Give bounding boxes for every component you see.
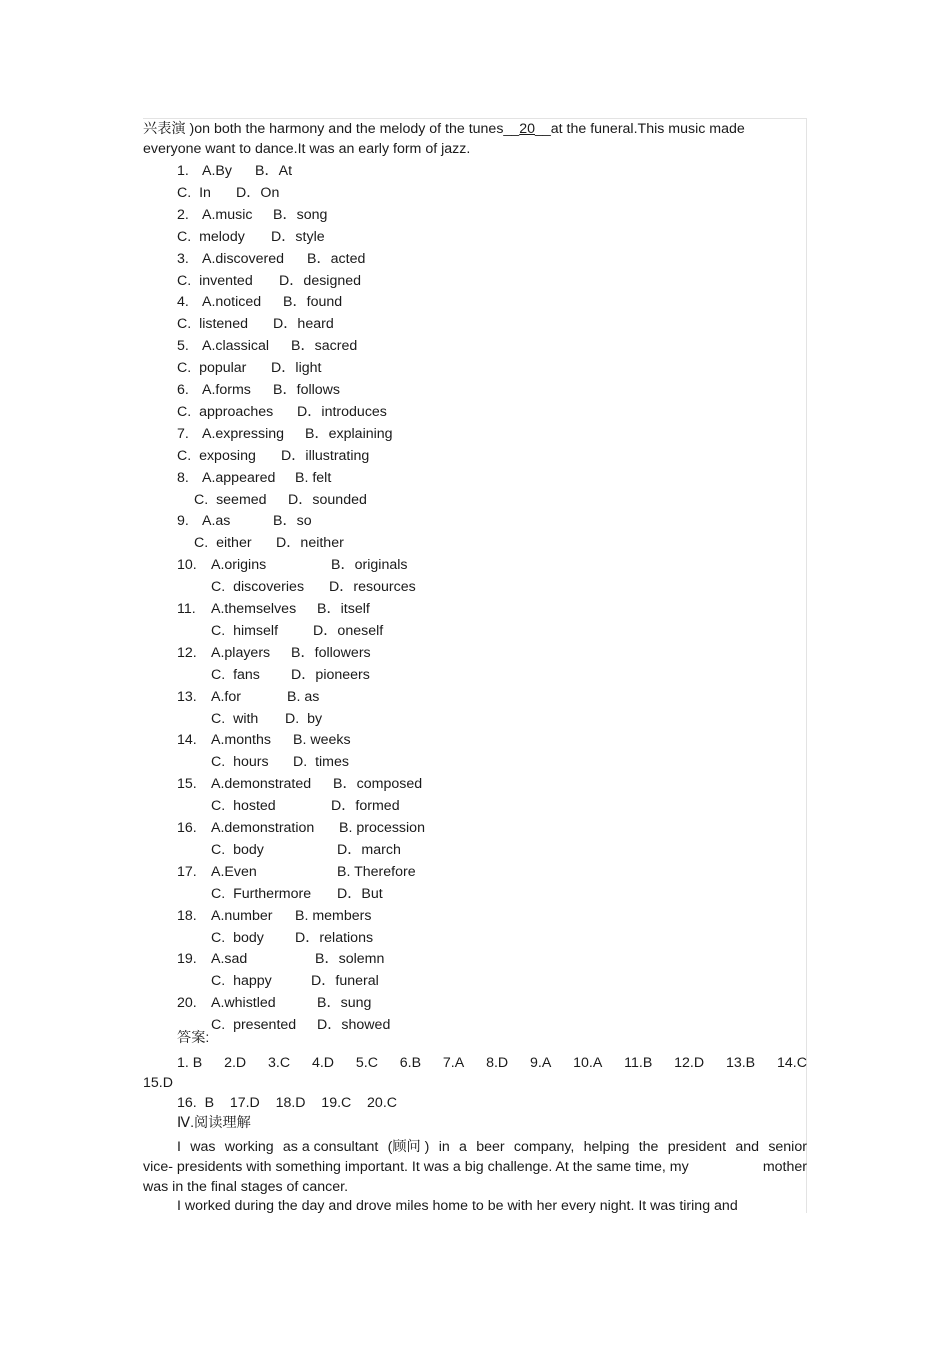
question-number: 1. <box>177 163 189 179</box>
option-b: B．follows <box>273 382 341 398</box>
word: a <box>459 1139 467 1155</box>
option-c: C. happy <box>211 973 272 990</box>
option-d: D．introduces <box>297 403 387 420</box>
answer-wrap: 15.D <box>143 1075 173 1091</box>
option-c: C. approaches <box>177 403 274 420</box>
answer-item: 14.C <box>776 1055 807 1071</box>
question-number: 9. <box>177 513 189 530</box>
passage-text: 兴表演 )on both the harmony and the melody of the tunes__ <box>143 121 520 137</box>
option-b: B．so <box>273 513 312 530</box>
answer-item: 3.C <box>268 1055 291 1071</box>
option-b: B. as <box>287 688 320 705</box>
option-a: A.demonstration <box>211 820 315 836</box>
option-c: C. popular <box>177 360 247 377</box>
option-d: D．march <box>337 841 401 858</box>
option-b: B．itself <box>317 601 370 617</box>
option-a: A.as <box>202 513 231 530</box>
word: (顾问 ) <box>387 1139 430 1155</box>
word: in <box>438 1139 450 1155</box>
option-c: C. discoveries <box>211 579 305 596</box>
passage-continuation <box>143 120 745 138</box>
option-b: B．composed <box>333 776 423 793</box>
option-b: B．found <box>283 294 343 311</box>
option-b: B. weeks <box>293 732 351 749</box>
option-d: D．formed <box>331 798 400 815</box>
word: senior <box>768 1139 807 1155</box>
answer-item: 4.D <box>311 1055 335 1071</box>
answer-row <box>143 1054 807 1072</box>
option-a: A.noticed <box>202 294 262 311</box>
word: was <box>190 1139 216 1155</box>
option-c: C. body <box>211 841 264 858</box>
question-number: 4. <box>177 294 189 311</box>
option-a: A.origins <box>211 557 267 574</box>
word: president <box>667 1139 727 1155</box>
paragraph-line: I worked during the day and drove miles home to be with her every night. It was tiring and <box>177 1198 738 1214</box>
option-c: C. either <box>194 535 252 552</box>
answer-row-2: 16. B 17.D 18.D 19.C 20.C <box>177 1095 398 1111</box>
passage-text: __at the funeral.This music made <box>534 121 745 137</box>
question-number: 14. <box>177 732 197 749</box>
word: the <box>638 1139 659 1155</box>
option-c: C. hours <box>211 754 269 771</box>
option-d: D．light <box>271 360 322 377</box>
option-c: C. himself <box>211 622 279 639</box>
option-c: C. In <box>177 184 211 201</box>
option-a: A.appeared <box>202 469 276 486</box>
question-number: 12. <box>177 644 197 661</box>
answer-item: 9.A <box>529 1055 552 1071</box>
option-a: A.classical <box>202 338 270 355</box>
word: company, <box>513 1139 575 1155</box>
question-number: 17. <box>177 863 197 880</box>
paragraph-line <box>143 1158 807 1176</box>
option-d: D．resources <box>329 579 416 596</box>
option-c: C. body <box>211 929 264 946</box>
option-c: C. exposing <box>177 447 256 464</box>
option-b: B．acted <box>307 250 366 267</box>
option-d: D．designed <box>279 272 362 289</box>
option-b: B．explaining <box>305 425 393 442</box>
section-heading: Ⅳ.阅读理解 <box>177 1115 251 1131</box>
option-a: A.By <box>202 163 232 179</box>
option-c: C. presented <box>211 1017 297 1034</box>
option-b: B. Therefore <box>337 863 416 880</box>
option-d: D．On <box>236 184 280 201</box>
word: working <box>224 1139 274 1155</box>
option-c: C. listened <box>177 316 248 333</box>
word: helping <box>583 1139 630 1155</box>
answer-item: 7.A <box>442 1055 465 1071</box>
option-a: A.Even <box>211 863 257 880</box>
answer-item: 10.A <box>573 1055 603 1071</box>
option-c: C. melody <box>177 228 245 245</box>
option-c: C. hosted <box>211 798 276 815</box>
answer-item: 1. B <box>177 1055 203 1071</box>
question-number: 3. <box>177 250 189 267</box>
blank-number: 20 <box>519 121 535 137</box>
line-text: vice- presidents with something important. It was a big challenge. At the same time, my <box>143 1159 689 1175</box>
option-c: C. fans <box>211 666 260 683</box>
option-a: A.whistled <box>211 995 276 1012</box>
option-d: D．showed <box>317 1017 391 1034</box>
option-d: D. times <box>293 754 349 771</box>
paragraph-line: was in the final stages of cancer. <box>143 1179 349 1195</box>
question-number: 2. <box>177 206 189 223</box>
question-number: 13. <box>177 688 197 705</box>
question-number: 11. <box>177 601 196 617</box>
option-c: C. Furthermore <box>211 885 312 902</box>
option-c: C. with <box>211 710 259 727</box>
option-b: B. felt <box>295 469 332 486</box>
option-b: B．At <box>255 163 293 179</box>
option-a: A.for <box>211 688 241 705</box>
option-d: D. by <box>285 710 323 727</box>
question-number: 16. <box>177 820 197 836</box>
question-number: 6. <box>177 382 189 398</box>
option-d: D．illustrating <box>281 447 370 464</box>
answer-item: 8.D <box>486 1055 509 1071</box>
option-a: A.sad <box>211 951 248 968</box>
option-d: D．relations <box>295 929 374 946</box>
question-number: 20. <box>177 995 197 1012</box>
option-c: C. invented <box>177 272 253 289</box>
question-number: 7. <box>177 425 189 442</box>
option-d: D．sounded <box>288 491 367 508</box>
option-d: D．style <box>271 228 325 245</box>
word: I <box>177 1139 181 1155</box>
answers-label: 答案: <box>177 1030 210 1046</box>
question-number: 10. <box>177 557 197 574</box>
option-d: D．But <box>337 885 383 902</box>
option-b: B．song <box>273 206 328 223</box>
option-d: D．heard <box>273 316 334 333</box>
passage-line: everyone want to dance.It was an early form of jazz. <box>143 141 471 157</box>
word: beer <box>476 1139 505 1155</box>
option-a: A.demonstrated <box>211 776 312 793</box>
option-a: A.themselves <box>211 601 297 617</box>
option-a: A.expressing <box>202 425 285 442</box>
answer-item: 5.C <box>355 1055 378 1071</box>
option-b: B．followers <box>291 644 371 661</box>
option-c: C. seemed <box>194 491 267 508</box>
word: and <box>735 1139 760 1155</box>
option-a: A.music <box>202 206 253 223</box>
option-b: B. procession <box>339 820 425 836</box>
question-number: 15. <box>177 776 197 793</box>
answer-item: 13.B <box>725 1055 756 1071</box>
option-d: D．pioneers <box>291 666 370 683</box>
paragraph-line <box>143 1138 807 1156</box>
question-number: 19. <box>177 951 197 968</box>
option-a: A.months <box>211 732 271 749</box>
option-d: D．funeral <box>311 973 379 990</box>
option-d: D．oneself <box>313 622 384 639</box>
answer-item: 6.B <box>399 1055 422 1071</box>
option-b: B．solemn <box>315 951 385 968</box>
word: as a consultant <box>282 1139 379 1155</box>
option-b: B．sacred <box>291 338 358 355</box>
option-a: A.forms <box>202 382 251 398</box>
answer-item: 2.D <box>224 1055 247 1071</box>
answer-item: 12.D <box>674 1055 705 1071</box>
option-b: B. members <box>295 907 372 924</box>
option-a: A.discovered <box>202 250 285 267</box>
line-text: mother <box>762 1159 807 1175</box>
option-a: A.number <box>211 907 273 924</box>
option-b: B．sung <box>317 995 372 1012</box>
option-a: A.players <box>211 644 271 661</box>
question-number: 18. <box>177 907 197 924</box>
option-b: B．originals <box>331 557 408 574</box>
question-number: 5. <box>177 338 189 355</box>
option-d: D．neither <box>276 535 344 552</box>
answer-item: 11.B <box>624 1055 653 1071</box>
question-number: 8. <box>177 469 189 486</box>
